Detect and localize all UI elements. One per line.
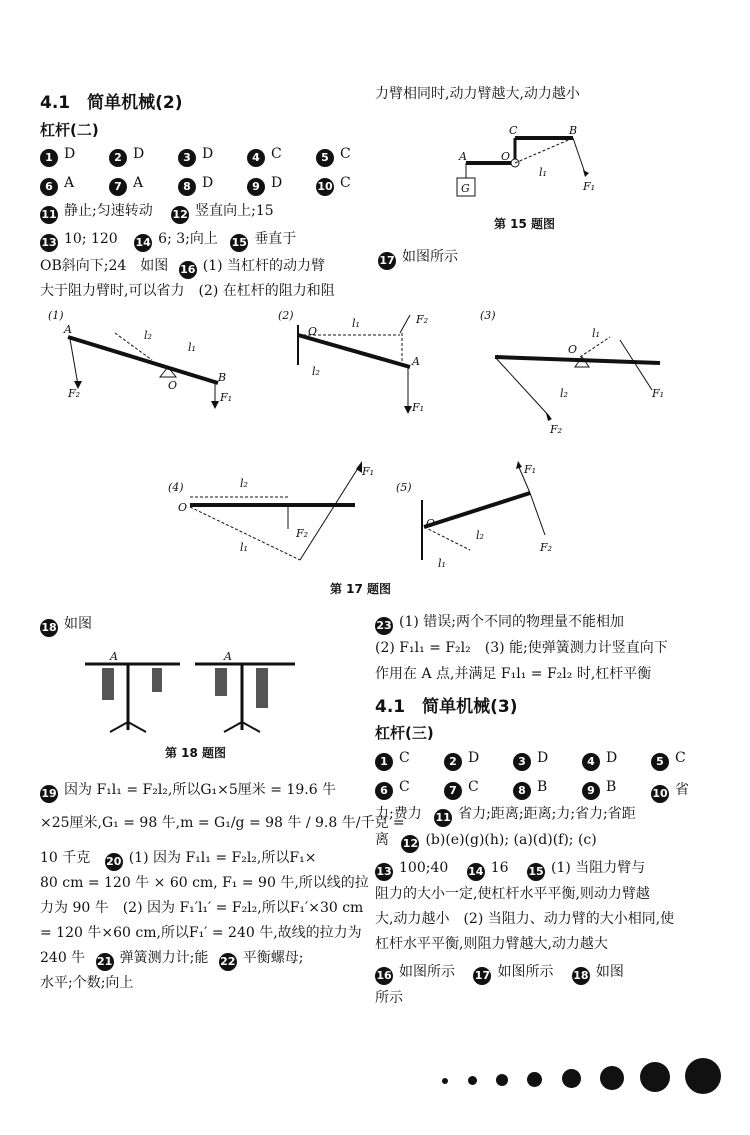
svg-text:F₂: F₂ [550, 423, 563, 436]
answer-grid-right [375, 750, 720, 803]
svg-text:F₂: F₂ [540, 541, 553, 554]
figure-17-part-1 [48, 309, 232, 409]
section-title-3: 4.1 简单机械(3) [375, 697, 518, 717]
svg-text:(3): (3) [480, 309, 496, 322]
svg-text:F₁: F₁ [524, 463, 537, 476]
svg-text:l₂: l₂ [240, 477, 248, 490]
figure-18 [80, 650, 310, 740]
svg-text:(1): (1) [48, 309, 64, 322]
svg-text:O: O [308, 325, 318, 338]
figure-15 [445, 118, 605, 208]
svg-text:(2): (2) [278, 309, 294, 322]
answer-item: 10 C [316, 175, 385, 196]
stand-right [195, 650, 295, 732]
label-o: O [501, 150, 511, 163]
svg-text:l₂: l₂ [560, 387, 568, 400]
svg-text:F₂: F₂ [416, 313, 429, 326]
answer-18-left: 18 如图 [40, 614, 92, 637]
answer-row [375, 779, 720, 803]
svg-text:O: O [426, 517, 436, 530]
figure-15-caption: 第 15 题图 [494, 217, 556, 231]
svg-text:(5): (5) [396, 481, 412, 494]
answer-item: 4 D [582, 750, 651, 771]
answer-19-line1: 19 因为 F₁l₁ = F₂l₂,所以G₁×5厘米 = 19.6 牛 [40, 780, 336, 803]
svg-text:l₁: l₁ [352, 317, 360, 330]
answer-20-line3: 力为 90 牛 (2) 因为 F₁′l₁′ = F₂l₂,所以F₁′×30 cm [40, 900, 364, 916]
answer-item: 7 A [109, 175, 178, 196]
answer-23-line3: 作用在 A 点,并满足 F₁l₁ = F₂l₂ 时,杠杆平衡 [375, 666, 652, 682]
svg-text:l₂: l₂ [144, 329, 152, 342]
svg-text:l₂: l₂ [312, 365, 320, 378]
svg-text:F₂: F₂ [296, 527, 309, 540]
answer-item: 2 D [109, 146, 178, 167]
figure-17-part-3 [480, 309, 664, 436]
svg-text:F₁: F₁ [652, 387, 665, 400]
svg-text:l₂: l₂ [476, 529, 484, 542]
answer-line-13: 13 10; 120 14 6; 3;向上 15 垂直于 [40, 229, 296, 252]
figure-17-caption: 第 17 题图 [330, 582, 392, 596]
answer-item: 9 D [247, 175, 316, 196]
answer-17-right: 17 如图所示 [378, 247, 458, 270]
svg-text:B: B [218, 371, 227, 384]
svg-text:A: A [64, 323, 72, 336]
answer-15-line2: 阻力的大小一定,使杠杆水平平衡,则动力臂越 [375, 886, 650, 902]
answer-12-right: 离 12 (b)(e)(g)(h); (a)(d)(f); (c) [375, 830, 597, 853]
answer-item: 8 D [178, 175, 247, 196]
figure-17-part-5 [396, 461, 552, 570]
answer-item: 6 A [40, 175, 109, 196]
svg-text:F₁: F₁ [412, 401, 425, 414]
answer-line-15-cont: 力臂相同时,动力臂越大,动力越小 [375, 86, 580, 102]
answer-19-line2: ×25厘米,G₁ = 98 牛,m = G₁/g = 98 牛 / 9.8 牛/千克 = [40, 815, 405, 831]
answer-22-line2: 水平;个数;向上 [40, 975, 134, 991]
answer-item: 2 D [444, 750, 513, 771]
svg-text:F₁: F₁ [362, 465, 375, 478]
subtitle-lever-3: 杠杆(三) [375, 724, 434, 742]
answer-item: 9 B [582, 779, 651, 803]
subtitle-lever-2: 杠杆(二) [40, 121, 99, 139]
answer-item: 8 B [513, 779, 582, 803]
answer-row [375, 750, 720, 771]
answer-item: 5 C [316, 146, 385, 167]
label-l1: l₁ [539, 166, 547, 179]
answer-20-line2: 80 cm = 120 牛 × 60 cm, F₁ = 90 牛,所以线的拉 [40, 875, 369, 891]
svg-text:A: A [224, 650, 232, 663]
answer-16-right: 16 如图所示 17 如图所示 18 如图 [375, 962, 624, 985]
svg-text:l₁: l₁ [438, 557, 446, 570]
answer-item: 10 省 [651, 779, 720, 803]
answer-item: 7 C [444, 779, 513, 803]
answer-item: 5 C [651, 750, 720, 771]
svg-text:O: O [178, 501, 188, 514]
label-a: A [459, 150, 467, 163]
svg-text:l₁: l₁ [592, 327, 600, 340]
figure-18-caption: 第 18 题图 [165, 746, 227, 760]
svg-text:A: A [110, 650, 118, 663]
label-c: C [509, 124, 518, 137]
answer-line-16b: 大于阻力臂时,可以省力 (2) 在杠杆的阻力和阻 [40, 283, 335, 299]
answer-18-right-cont: 所示 [375, 990, 403, 1006]
answer-13-right: 13 100;40 14 16 15 (1) 当阻力臂与 [375, 858, 645, 881]
answer-line-16: OB斜向下;24 如图 16 (1) 当杠杆的动力臂 [40, 256, 325, 279]
answer-20-line4: = 120 牛×60 cm,所以F₁′ = 240 牛,故线的拉力为 [40, 925, 362, 941]
answer-15-line3: 大,动力越小 (2) 当阻力、动力臂的大小相同,使 [375, 911, 675, 927]
answer-item: 1 D [40, 146, 109, 167]
answer-row [40, 175, 385, 196]
svg-text:F₁: F₁ [220, 391, 233, 404]
answer-15-line4: 杠杆水平平衡,则阻力臂越大,动力越大 [375, 936, 608, 952]
svg-text:F₂: F₂ [68, 387, 81, 400]
figure-17-part-2 [278, 309, 428, 414]
svg-text:O: O [168, 379, 178, 392]
label-f1: F₁ [583, 180, 596, 193]
answer-grid-left [40, 146, 385, 196]
answer-19-line3: 10 千克 20 (1) 因为 F₁l₁ = F₂l₂,所以F₁× [40, 848, 316, 871]
figure-17-part-4 [168, 461, 374, 560]
answer-row [40, 146, 385, 167]
answer-11-right: 力;费力 11 省力;距离;距离;力;省力;省距 [375, 804, 636, 827]
answer-23-line1: 23 (1) 错误;两个不同的物理量不能相加 [375, 612, 624, 635]
label-g: G [461, 182, 470, 195]
svg-text:l₁: l₁ [240, 541, 248, 554]
stand-left [85, 650, 180, 732]
svg-text:(4): (4) [168, 481, 184, 494]
answer-item: 6 C [375, 779, 444, 803]
svg-text:O: O [568, 343, 578, 356]
figure-17 [40, 305, 700, 595]
answer-item: 1 C [375, 750, 444, 771]
answer-item: 3 D [178, 146, 247, 167]
svg-text:l₁: l₁ [188, 341, 196, 354]
answer-23-line2: (2) F₁l₁ = F₂l₂ (3) 能;使弹簧测力计竖直向下 [375, 640, 668, 656]
section-title-2: 4.1 简单机械(2) [40, 93, 183, 113]
answer-line-11: 11 静止;匀速转动 12 竖直向上;15 [40, 201, 274, 224]
svg-text:A: A [412, 355, 420, 368]
label-b: B [569, 124, 578, 137]
answer-item: 3 D [513, 750, 582, 771]
answer-item: 4 C [247, 146, 316, 167]
answer-20-line5: 240 牛 21 弹簧测力计;能 22 平衡螺母; [40, 948, 304, 971]
